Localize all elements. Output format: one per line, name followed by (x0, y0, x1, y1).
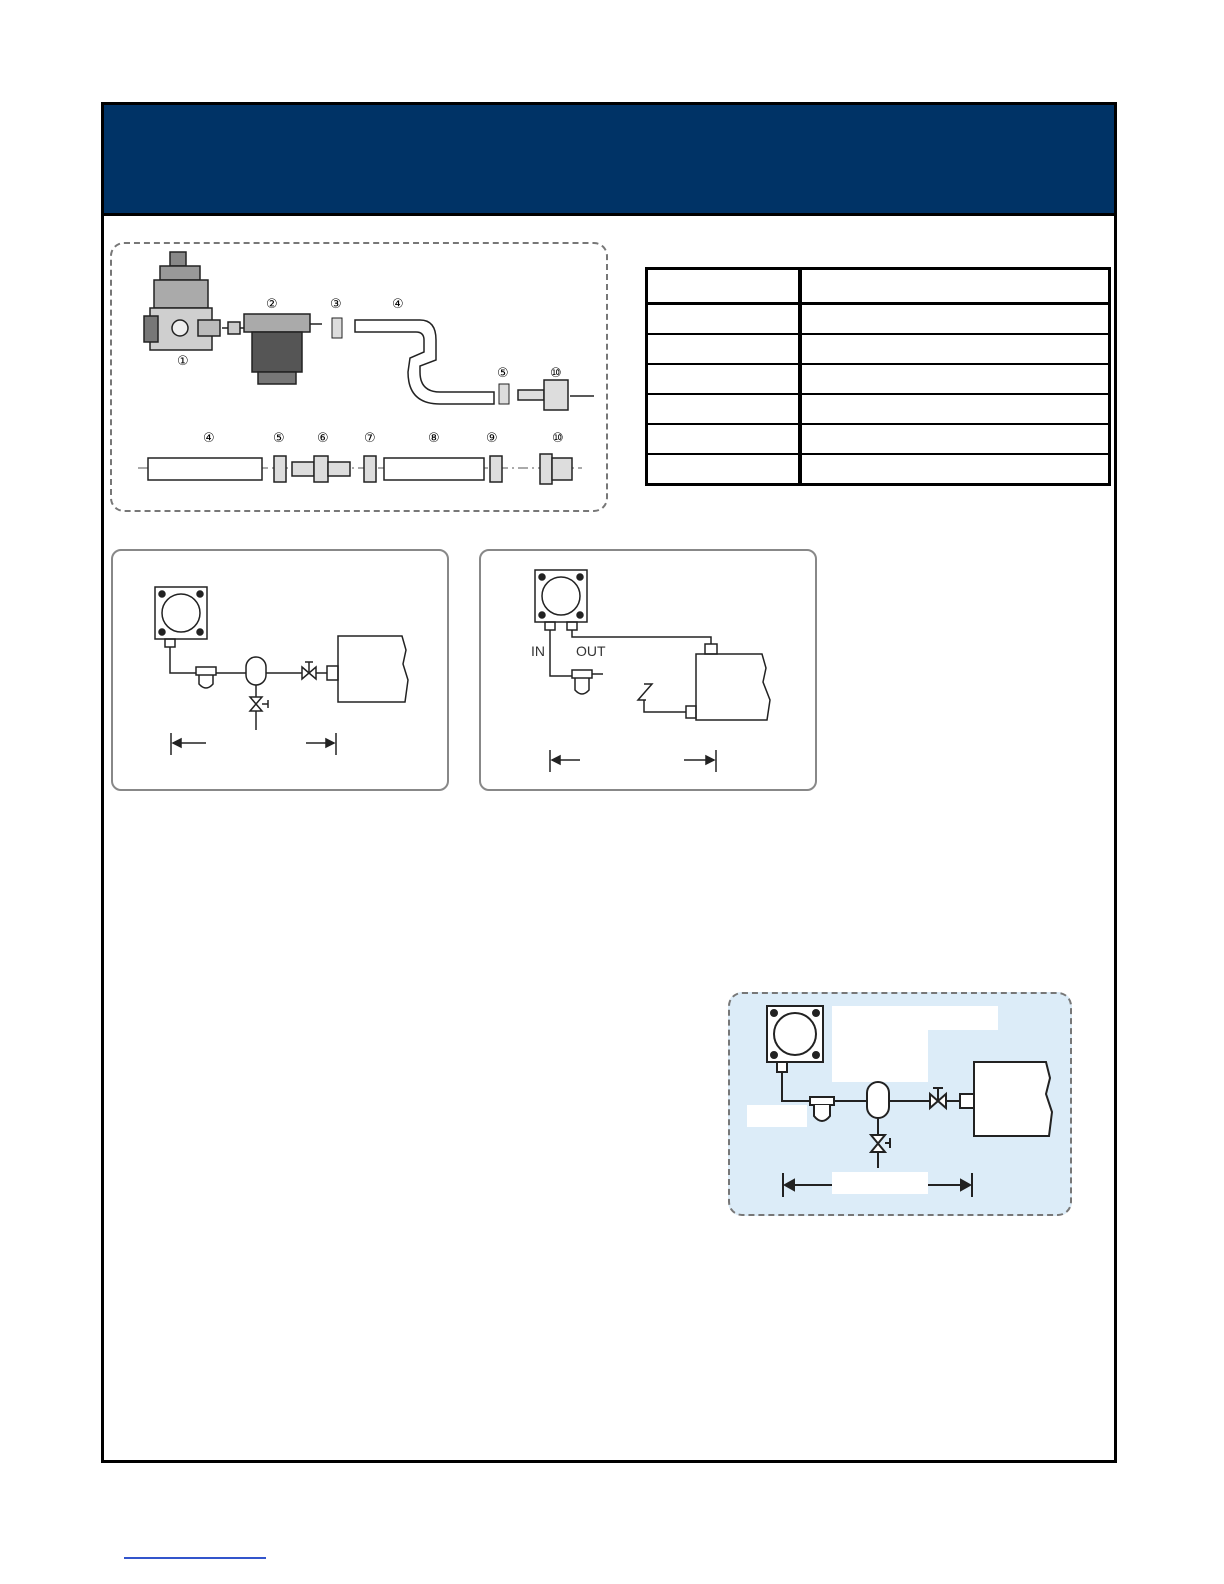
callout-5: ⑤ (497, 366, 509, 381)
callout-2: ② (266, 297, 278, 312)
filter-symbol (810, 1097, 834, 1121)
callout-3: ③ (330, 297, 342, 312)
label-whiteout (832, 1030, 928, 1082)
label-whiteout (832, 1172, 928, 1194)
valve-symbol (930, 1088, 946, 1108)
callout-5-b: ⑤ (273, 431, 285, 446)
callout-7-b: ⑦ (364, 431, 376, 446)
callout-10: ⑩ (550, 366, 562, 381)
callout-1: ① (177, 354, 189, 369)
footer-link-underline[interactable] (124, 1557, 266, 1559)
drain-valve-symbol (871, 1135, 890, 1152)
label-whiteout (978, 1088, 1044, 1114)
callout-4: ④ (392, 297, 404, 312)
callout-9-b: ⑨ (486, 431, 498, 446)
label-whiteout (832, 1006, 998, 1030)
callout-10-b: ⑩ (552, 431, 564, 446)
label-whiteout (747, 1105, 807, 1127)
callout-8-b: ⑧ (428, 431, 440, 446)
callout-4-b: ④ (203, 431, 215, 446)
port-in-label: IN (531, 643, 545, 659)
port-out-label: OUT (576, 643, 606, 659)
callout-6-b: ⑥ (317, 431, 329, 446)
deaerator-symbol (867, 1082, 889, 1118)
